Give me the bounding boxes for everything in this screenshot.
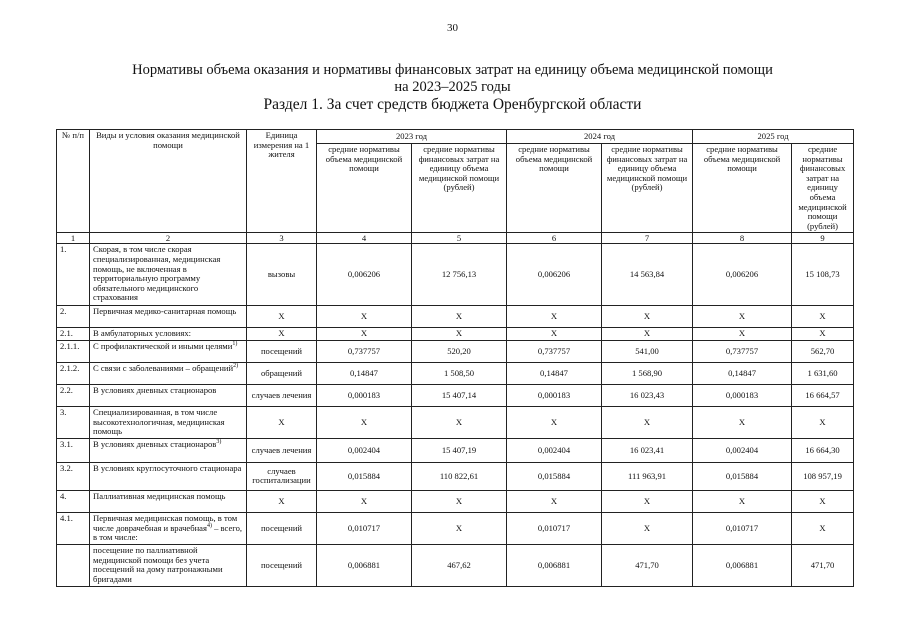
table-row (57, 306, 854, 328)
cell-volume: X (317, 328, 412, 341)
row-unit: посещений (247, 544, 317, 586)
cell-cost: 15 407,19 (412, 438, 507, 462)
row-code: 4. (57, 490, 90, 512)
cell-cost: X (792, 512, 854, 544)
cell-volume: 0,006881 (317, 544, 412, 586)
cell-volume: 0,000183 (317, 384, 412, 406)
cell-volume: X (693, 328, 792, 341)
cell-cost: X (602, 406, 693, 438)
header-year-2024: 2024 год (507, 130, 693, 144)
column-number: 6 (507, 233, 602, 244)
cell-volume: 0,14847 (507, 362, 602, 384)
cell-volume: 0,14847 (317, 362, 412, 384)
column-number: 7 (602, 233, 693, 244)
row-code: 3.2. (57, 462, 90, 490)
row-kind-text: посещение по паллиативной медицинской помощи без учета посещений на дому патронажными бригадами (93, 544, 223, 584)
column-number: 5 (412, 233, 507, 244)
row-code: 2. (57, 306, 90, 328)
row-code: 1. (57, 244, 90, 306)
header-cost: средние нормативы финансовых затрат на единицу объема медицинской помощи (рублей) (792, 144, 854, 233)
cell-volume: 0,000183 (507, 384, 602, 406)
row-kind-tail: – всего, в том числе: (93, 522, 243, 543)
row-kind-text: В амбулаторных условиях: (93, 328, 192, 339)
page-number: 30 (447, 22, 458, 34)
cell-volume: 0,737757 (317, 340, 412, 362)
cell-volume: 0,006206 (507, 244, 602, 306)
column-number: 3 (247, 233, 317, 244)
row-code: 2.1. (57, 328, 90, 341)
row-kind (90, 406, 247, 438)
row-code: 2.2. (57, 384, 90, 406)
row-kind-text: Паллиативная медицинская помощь (93, 490, 226, 501)
cell-volume: 0,010717 (317, 512, 412, 544)
row-kind (90, 340, 247, 362)
cell-volume: 0,006206 (693, 244, 792, 306)
cell-cost: 16 023,43 (602, 384, 693, 406)
footnote-mark: 3) (216, 439, 222, 446)
footnote-mark: 1) (232, 341, 238, 348)
row-kind-text: В условиях дневных стационаров (93, 438, 217, 449)
column-number: 8 (693, 233, 792, 244)
header-volume: средние нормативы объема медицинской помощи (507, 144, 602, 233)
cell-volume: X (507, 328, 602, 341)
cell-volume: 0,006206 (317, 244, 412, 306)
row-kind-text: Первичная медицинская помощь, в том числе доврачебная и врачебная (93, 512, 238, 533)
row-code: 3. (57, 406, 90, 438)
row-unit: случаев госпитализации (247, 462, 317, 490)
section-title: Раздел 1. За счет средств бюджета Оренбургской области (263, 96, 642, 113)
cell-cost: 111 963,91 (602, 462, 693, 490)
row-code: 3.1. (57, 438, 90, 462)
row-unit: посещений (247, 340, 317, 362)
column-number: 1 (57, 233, 90, 244)
cell-volume: X (507, 490, 602, 512)
title-line-1: Нормативы объема оказания и нормативы финансовых затрат на единицу объема медицинской помощи (132, 62, 773, 78)
row-kind (90, 544, 247, 586)
cell-volume: X (507, 406, 602, 438)
title-line-2: на 2023–2025 годы (394, 79, 511, 95)
cell-cost: 562,70 (792, 340, 854, 362)
row-kind (90, 512, 247, 544)
table-row (57, 244, 854, 306)
row-unit: случаев лечения (247, 438, 317, 462)
header-num: № п/п (57, 130, 90, 233)
row-kind-text: В условиях дневных стационаров (93, 384, 217, 395)
table-body (57, 244, 854, 587)
cell-cost: X (792, 306, 854, 328)
cell-volume: 0,14847 (693, 362, 792, 384)
cell-volume: 0,002404 (693, 438, 792, 462)
cell-cost: 471,70 (792, 544, 854, 586)
cell-cost: 471,70 (602, 544, 693, 586)
table-row (57, 406, 854, 438)
cell-volume: 0,002404 (317, 438, 412, 462)
row-unit: посещений (247, 512, 317, 544)
cell-volume: 0,015884 (317, 462, 412, 490)
header-kind: Виды и условия оказания медицинской помощи (90, 130, 247, 233)
header-cost: средние нормативы финансовых затрат на единицу объема медицинской помощи (рублей) (602, 144, 693, 233)
cell-cost: 467,62 (412, 544, 507, 586)
cell-cost: 16 664,30 (792, 438, 854, 462)
cell-volume: X (693, 490, 792, 512)
cell-cost: X (412, 512, 507, 544)
table-row (57, 328, 854, 341)
cell-cost: X (412, 406, 507, 438)
row-kind (90, 362, 247, 384)
cell-cost: 15 108,73 (792, 244, 854, 306)
header-year-2025: 2025 год (693, 130, 854, 144)
cell-volume: X (317, 406, 412, 438)
cell-volume: X (507, 306, 602, 328)
row-unit: случаев лечения (247, 384, 317, 406)
cell-volume: 0,006881 (507, 544, 602, 586)
cell-cost: X (602, 490, 693, 512)
cell-cost: 520,20 (412, 340, 507, 362)
cell-cost: 541,00 (602, 340, 693, 362)
row-unit: X (247, 328, 317, 341)
cell-volume: 0,006881 (693, 544, 792, 586)
cell-cost: X (792, 490, 854, 512)
cell-cost: X (602, 306, 693, 328)
table-row (57, 340, 854, 362)
cell-cost: X (792, 406, 854, 438)
row-kind-text: Специализированная, в том числе высокотехнологичная, медицинская помощь (93, 406, 225, 437)
cell-cost: 16 664,57 (792, 384, 854, 406)
cell-cost: X (412, 490, 507, 512)
cell-cost: 110 822,61 (412, 462, 507, 490)
row-kind-text: В условиях круглосуточного стационара (93, 462, 242, 473)
cell-cost: X (602, 512, 693, 544)
row-code: 4.1. (57, 512, 90, 544)
header-volume: средние нормативы объема медицинской помощи (693, 144, 792, 233)
cell-volume: X (693, 306, 792, 328)
table-row (57, 490, 854, 512)
cell-volume: X (317, 490, 412, 512)
cell-volume: 0,015884 (693, 462, 792, 490)
column-number: 4 (317, 233, 412, 244)
row-unit: обращений (247, 362, 317, 384)
cell-cost: 15 407,14 (412, 384, 507, 406)
cell-volume: 0,000183 (693, 384, 792, 406)
cell-volume: 0,015884 (507, 462, 602, 490)
row-kind-text: Первичная медико-санитарная помощь (93, 306, 237, 317)
row-kind (90, 306, 247, 328)
cell-cost: 1 568,90 (602, 362, 693, 384)
row-kind-text: С связи с заболеваниями – обращений (93, 362, 234, 373)
cell-volume: X (693, 406, 792, 438)
cell-cost: 14 563,84 (602, 244, 693, 306)
table-row (57, 544, 854, 586)
cell-volume: 0,737757 (507, 340, 602, 362)
cell-cost: X (792, 328, 854, 341)
cell-volume: 0,737757 (693, 340, 792, 362)
footnote-mark: 2) (233, 363, 239, 370)
row-kind (90, 490, 247, 512)
cell-volume: X (317, 306, 412, 328)
footnote-mark: 4) (206, 522, 212, 529)
row-unit: X (247, 490, 317, 512)
row-kind (90, 244, 247, 306)
cell-cost: 12 756,13 (412, 244, 507, 306)
row-unit: X (247, 306, 317, 328)
cell-volume: 0,002404 (507, 438, 602, 462)
table-row (57, 462, 854, 490)
cell-cost: 1 631,60 (792, 362, 854, 384)
cell-volume: 0,010717 (693, 512, 792, 544)
column-number: 9 (792, 233, 854, 244)
row-kind (90, 328, 247, 341)
table-row (57, 438, 854, 462)
cell-cost: X (412, 328, 507, 341)
header-volume: средние нормативы объема медицинской помощи (317, 144, 412, 233)
row-unit: X (247, 406, 317, 438)
row-code: 2.1.1. (57, 340, 90, 362)
cell-cost: 16 023,41 (602, 438, 693, 462)
cell-cost: X (602, 328, 693, 341)
table-row (57, 512, 854, 544)
row-kind (90, 462, 247, 490)
cell-volume: 0,010717 (507, 512, 602, 544)
cell-cost: 1 508,50 (412, 362, 507, 384)
row-kind-text: Скорая, в том числе скорая специализированная, медицинская помощь, не включенная в территориальную программу обязательного медицинского страхования (93, 244, 221, 303)
row-code (57, 544, 90, 586)
row-unit: вызовы (247, 244, 317, 306)
row-kind-text: С профилактической и иными целями (93, 340, 233, 351)
row-kind (90, 438, 247, 462)
table-row (57, 362, 854, 384)
row-code: 2.1.2. (57, 362, 90, 384)
document-title (0, 62, 905, 113)
header-cost: средние нормативы финансовых затрат на единицу объема медицинской помощи (рублей) (412, 144, 507, 233)
header-year-2023: 2023 год (317, 130, 507, 144)
cell-cost: X (412, 306, 507, 328)
norms-table (56, 129, 854, 587)
header-unit: Единица измерения на 1 жителя (247, 130, 317, 233)
table-row (57, 384, 854, 406)
column-number: 2 (90, 233, 247, 244)
cell-cost: 108 957,19 (792, 462, 854, 490)
row-kind (90, 384, 247, 406)
